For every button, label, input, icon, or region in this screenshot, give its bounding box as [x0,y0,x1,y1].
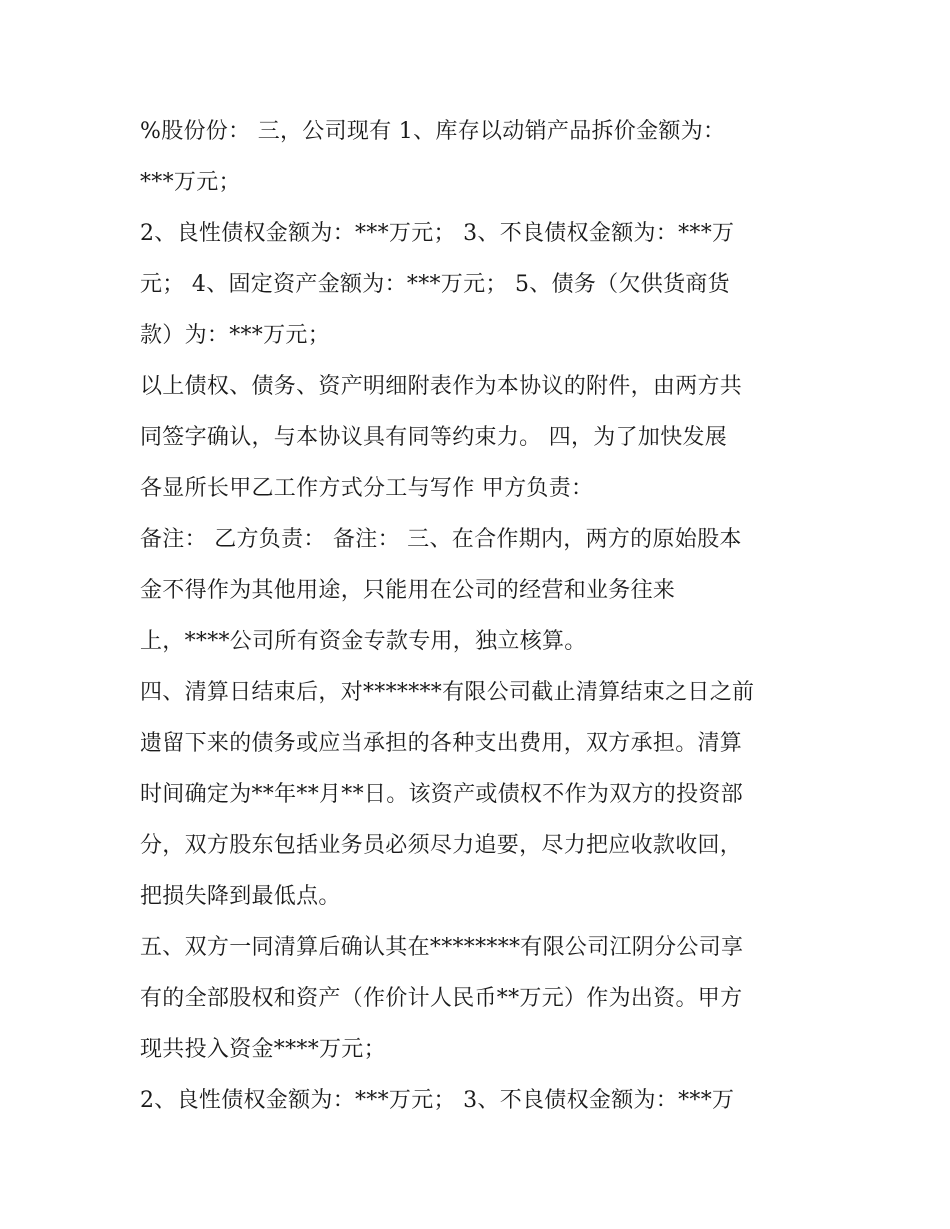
text-line: ***万元； [140,170,241,195]
text-line: 分，双方股东包括业务员必须尽力追要，尽力把应收款收回， [140,833,743,858]
text-line: %股份份： 三，公司现有 1、库存以动销产品拆价金额为： [140,119,726,144]
text-line: 2、良性债权金额为：***万元； 3、不良债权金额为：***万 [140,1088,735,1113]
text-line: 时间确定为**年**月**日。该资产或债权不作为双方的投资部 [140,782,744,807]
text-line: 金不得作为其他用途，只能用在公司的经营和业务往来 [140,578,676,603]
text-line: 同签字确认，与本协议具有同等约束力。 四，为了加快发展 [140,425,728,450]
text-line: 2、良性债权金额为：***万元； 3、不良债权金额为：***万 [140,221,735,246]
text-line: 各显所长甲乙工作方式分工与写作 甲方负责： [140,476,594,501]
text-line: 元； 4、固定资产金额为：***万元； 5、债务（欠供货商货 [140,272,730,297]
document-body [140,106,830,1126]
text-line: 遗留下来的债务或应当承担的各种支出费用，双方承担。清算 [140,731,743,756]
text-line: 款）为：***万元； [140,323,331,348]
text-line: 上，****公司所有资金专款专用，独立核算。 [140,629,587,654]
text-line: 五、双方一同清算后确认其在********有限公司江阴分公司享 [140,935,744,960]
text-line: 现共投入资金****万元； [140,1037,386,1062]
text-line: 四、清算日结束后，对*******有限公司截止清算结束之日之前 [140,680,755,705]
text-line: 有的全部股权和资产（作价计人民币**万元）作为出资。甲方 [140,986,743,1011]
text-line: 把损失降到最低点。 [140,884,341,909]
text-line: 以上债权、债务、资产明细附表作为本协议的附件，由两方共 [140,374,743,399]
text-line: 备注： 乙方负责： 备注： 三、在合作期内，两方的原始股本 [140,527,742,552]
